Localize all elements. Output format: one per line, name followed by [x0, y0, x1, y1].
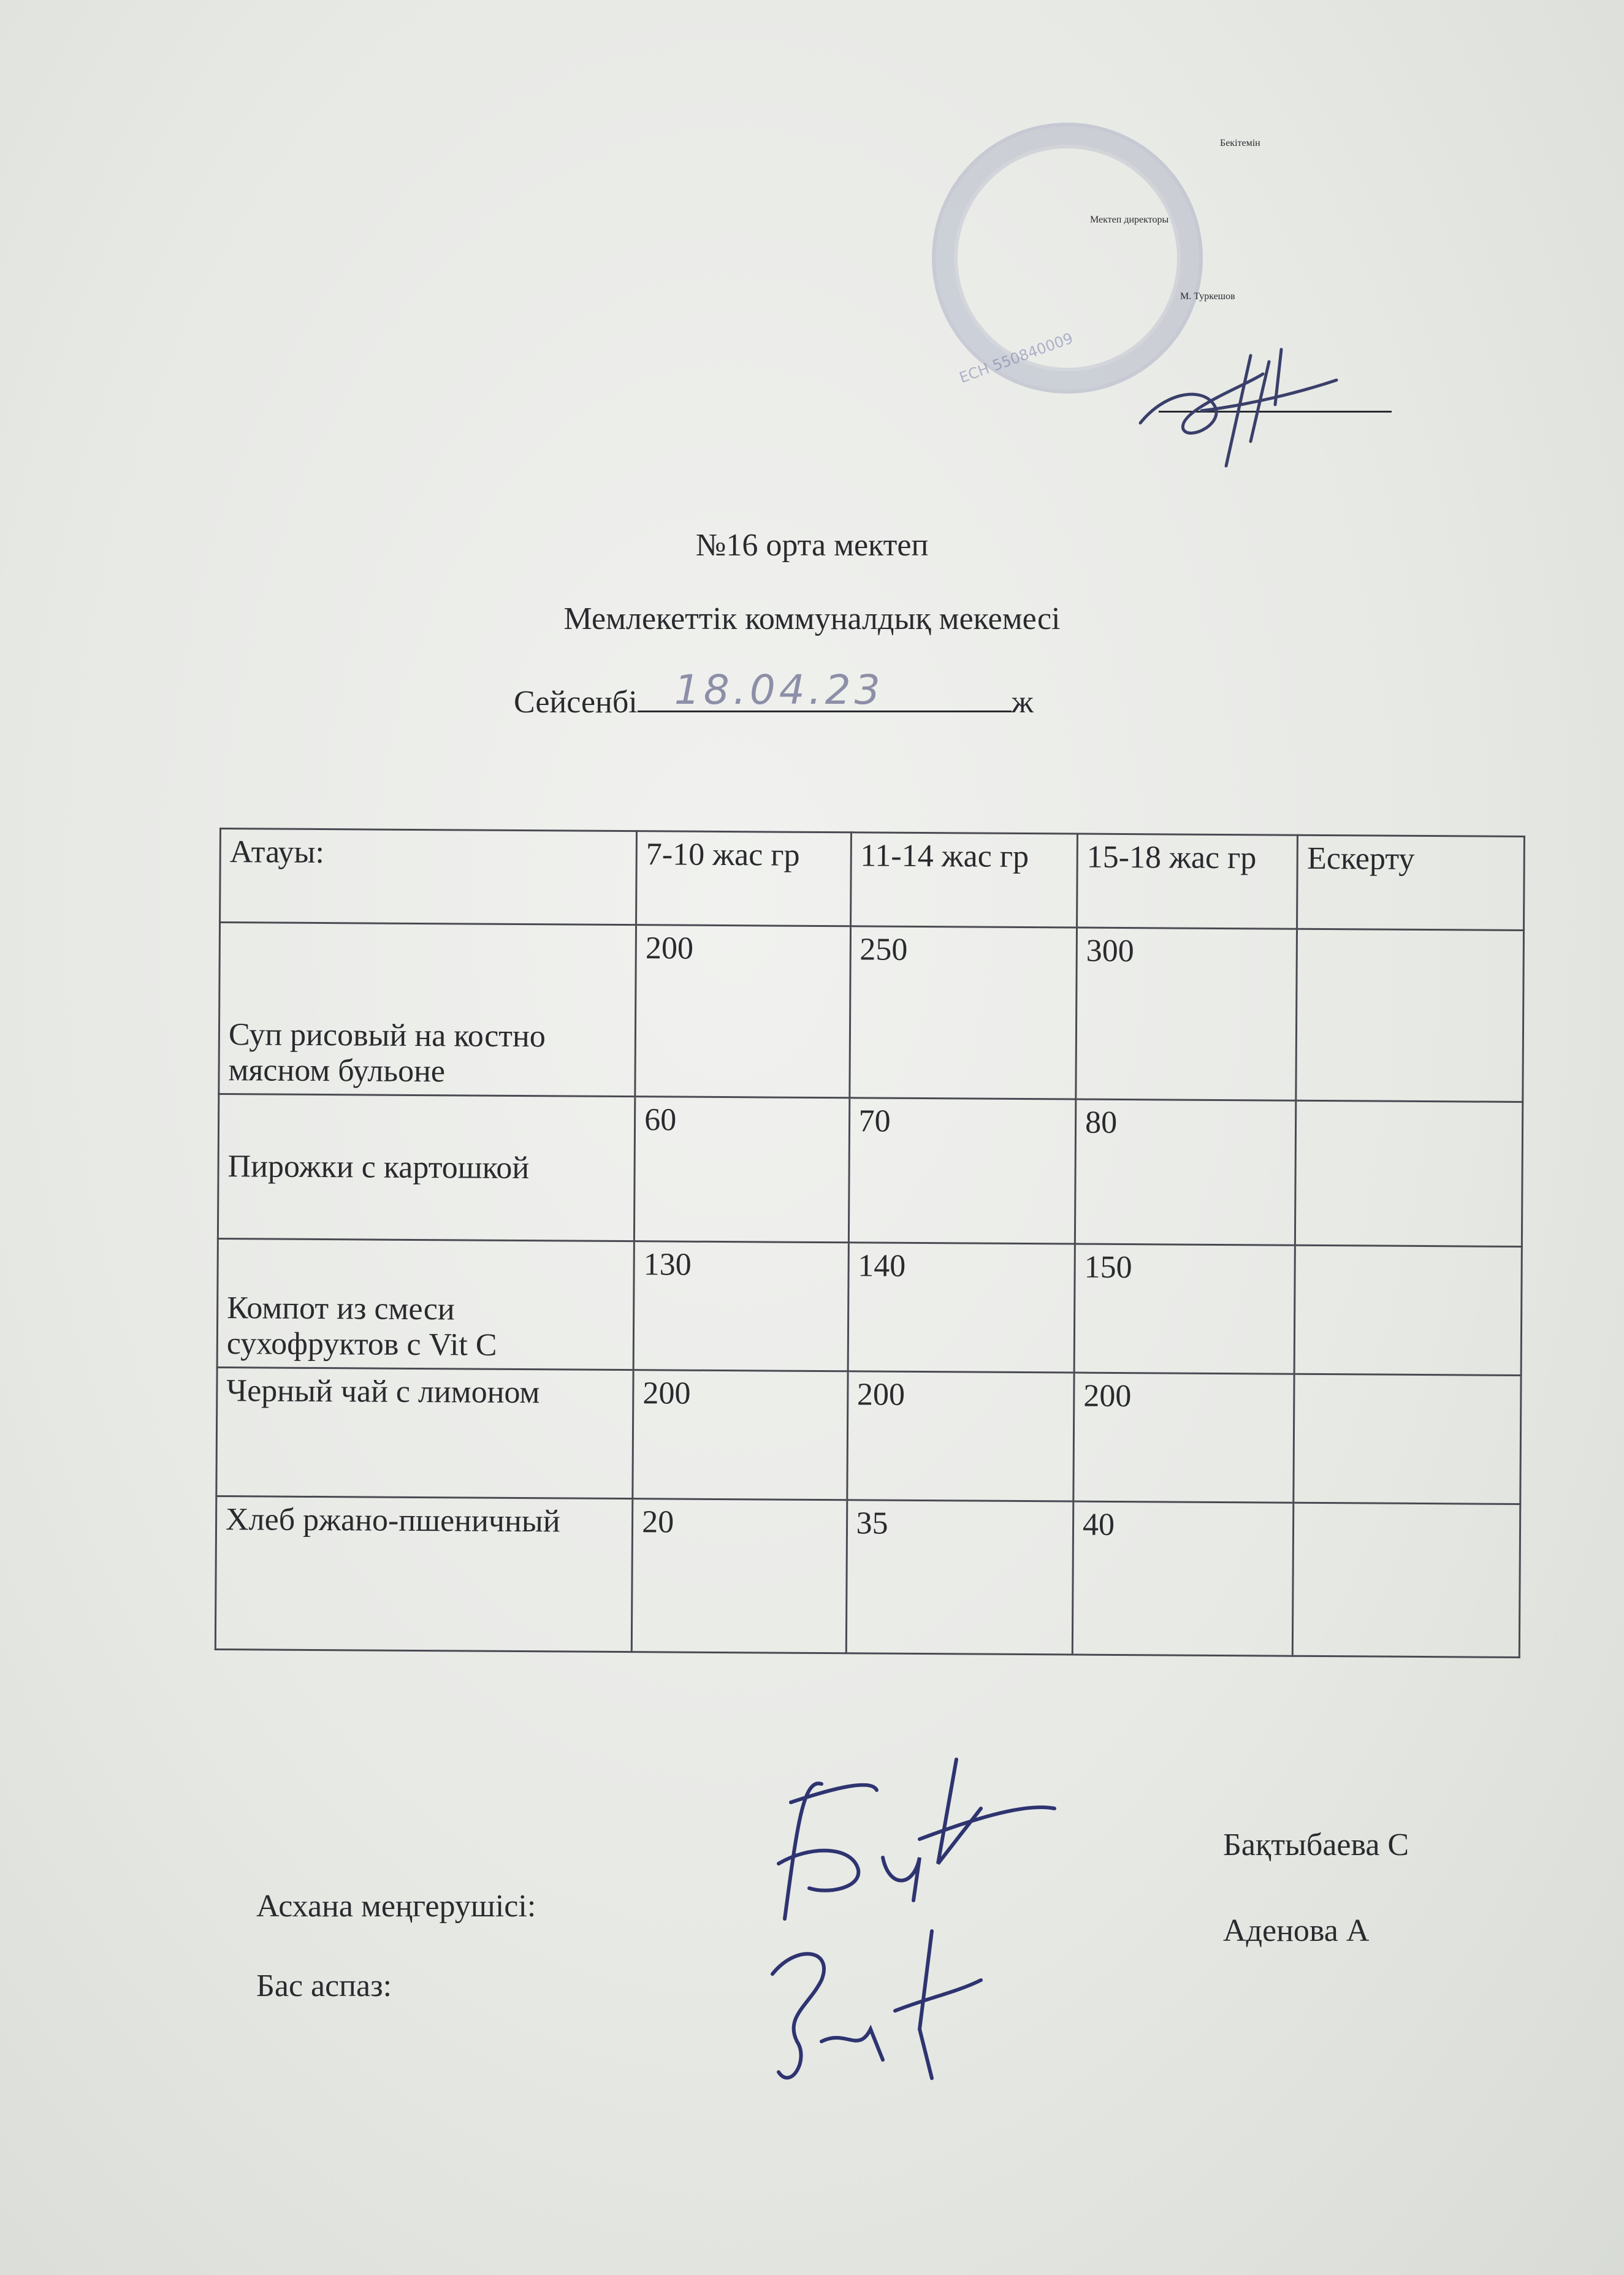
- column-header: 7-10 жас гр: [636, 831, 851, 926]
- handwritten-date: 18.04.23: [674, 666, 884, 714]
- chef-name: Аденова А: [1223, 1913, 1370, 1948]
- portion-11-14: 250: [849, 926, 1077, 1099]
- approval-title: Бекітемін: [1220, 138, 1260, 148]
- portion-15-18: 40: [1072, 1501, 1294, 1656]
- note-cell: [1294, 1374, 1521, 1504]
- stamp-text: ЕСН 550840009: [957, 329, 1075, 387]
- column-header: 11-14 жас гр: [850, 833, 1077, 928]
- portion-7-10: 200: [633, 1370, 848, 1500]
- dish-name: Компот из смеси сухофруктов с Vit C: [217, 1238, 634, 1370]
- approval-name: М. Туркешов: [1180, 291, 1235, 302]
- portion-11-14: 200: [847, 1371, 1074, 1501]
- portion-11-14: 35: [846, 1500, 1073, 1655]
- menu-table: [215, 828, 1525, 1658]
- year-suffix: ж: [1011, 685, 1034, 720]
- approval-position: Мектеп директоры: [1090, 215, 1169, 225]
- note-cell: [1296, 929, 1523, 1102]
- note-cell: [1294, 1245, 1522, 1375]
- portion-7-10: 20: [631, 1499, 847, 1653]
- director-signature: [1128, 319, 1349, 478]
- portion-7-10: 200: [635, 925, 850, 1098]
- portion-11-14: 70: [848, 1098, 1076, 1244]
- dish-name: Суп рисовый на костно мясном бульоне: [219, 923, 636, 1097]
- canteen-head-label: Асхана меңгерушісі:: [256, 1889, 536, 1924]
- note-cell: [1293, 1503, 1520, 1657]
- portion-15-18: 80: [1075, 1099, 1296, 1245]
- table-header-row: [220, 829, 1525, 931]
- column-header: Ескерту: [1297, 835, 1525, 930]
- day-label: Сейсенбі: [514, 685, 638, 720]
- portion-15-18: 200: [1073, 1373, 1295, 1503]
- portion-11-14: 140: [848, 1243, 1075, 1373]
- institution-name: Мемлекеттік коммуналдық мекемесі: [563, 601, 1061, 636]
- table-row: [218, 1094, 1522, 1247]
- column-header: Атауы:: [220, 829, 637, 925]
- table-row: [219, 923, 1524, 1102]
- table-row: [217, 1238, 1522, 1375]
- note-cell: [1295, 1100, 1523, 1246]
- portion-7-10: 60: [635, 1097, 850, 1243]
- portion-7-10: 130: [633, 1241, 848, 1371]
- portion-15-18: 300: [1076, 928, 1297, 1100]
- table-row: [215, 1496, 1520, 1657]
- chef-label: Бас аспаз:: [256, 1968, 392, 2003]
- date-field: [638, 666, 1012, 714]
- canteen-head-name: Бақтыбаева С: [1223, 1827, 1409, 1862]
- column-header: 15-18 жас гр: [1077, 834, 1297, 929]
- portion-15-18: 150: [1074, 1244, 1295, 1374]
- dish-name: Хлеб ржано-пшеничный: [215, 1496, 633, 1652]
- dish-name: Пирожки с картошкой: [218, 1094, 635, 1241]
- chef-signature: [748, 1907, 1005, 2103]
- date-line: [514, 666, 1034, 720]
- table-row: [216, 1367, 1521, 1504]
- school-name: №16 орта мектеп: [695, 528, 929, 563]
- dish-name: Черный чай с лимоном: [216, 1367, 633, 1498]
